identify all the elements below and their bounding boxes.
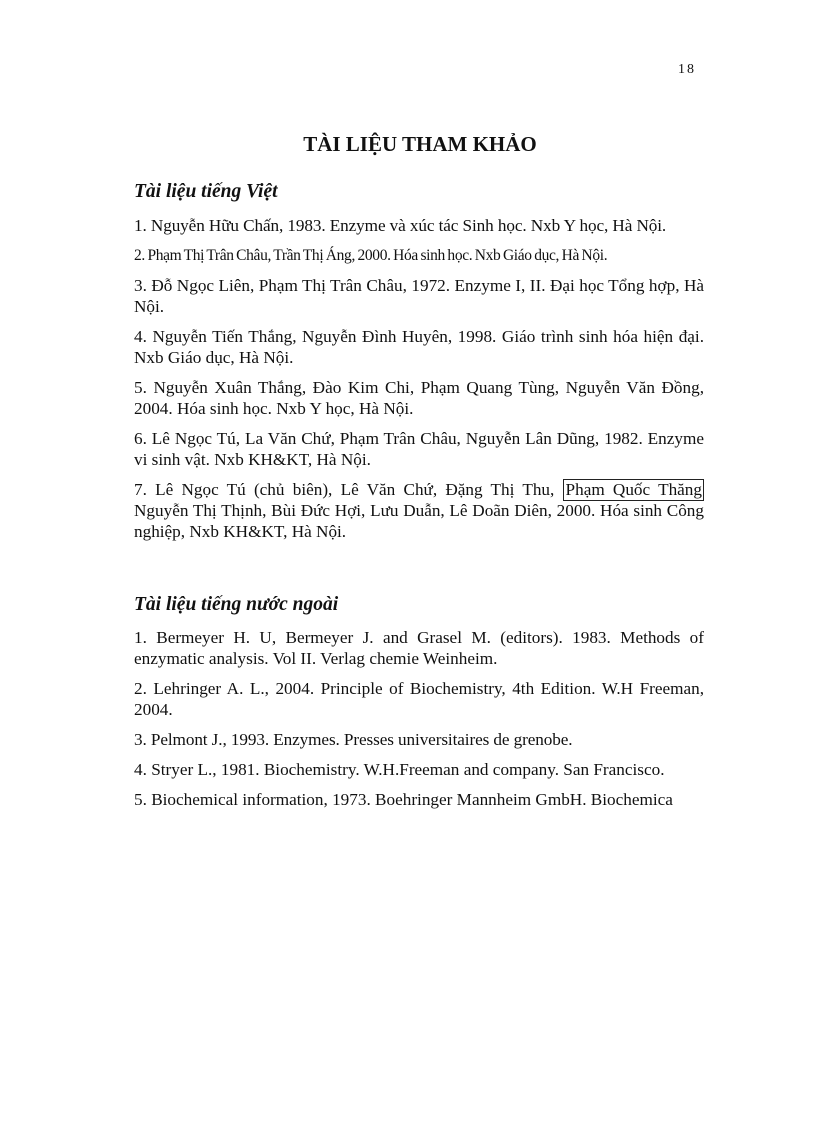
reference-list-foreign	[134, 627, 704, 819]
reference-item: 3. Pelmont J., 1993. Enzymes. Presses universitaires de grenobe.	[134, 730, 573, 749]
page-number: 18	[678, 62, 696, 77]
reference-list-vietnamese	[134, 215, 704, 551]
reference-text: Nguyễn Thị Thịnh, Bùi Đức Hợi, Lưu Duẫn, Lê Doãn Diên, 2000. Hóa sinh Công nghiệp, Nxb KH&KT, Hà Nội.	[134, 501, 704, 541]
reference-item: 1. Nguyễn Hữu Chấn, 1983. Enzyme và xúc tác Sinh học. Nxb Y học, Hà Nội.	[134, 216, 667, 235]
reference-item: 5. Biochemical information, 1973. Boehringer Mannheim GmbH. Biochemica	[134, 790, 673, 809]
page-title: TÀI LIỆU THAM KHẢO	[303, 132, 537, 156]
reference-text: 7. Lê Ngọc Tú (chủ biên), Lê Văn Chứ, Đặng Thị Thu,	[134, 480, 555, 499]
section-heading-vietnamese: Tài liệu tiếng Việt	[134, 181, 278, 202]
highlighted-author: Phạm Quốc Thăng	[563, 479, 704, 501]
reference-item: 2. Phạm Thị Trân Châu, Trần Thị Áng, 2000. Hóa sinh học. Nxb Giáo dục, Hà Nội.	[134, 247, 608, 264]
reference-item: 6. Lê Ngọc Tú, La Văn Chứ, Phạm Trân Châu, Nguyễn Lân Dũng, 1982. Enzyme vi sinh vật. Nxb KH&KT, Hà Nội.	[134, 429, 704, 469]
reference-item: 4. Nguyễn Tiến Thắng, Nguyễn Đình Huyên, 1998. Giáo trình sinh hóa hiện đại. Nxb Giáo dục, Hà Nội.	[134, 327, 704, 367]
reference-item	[134, 479, 704, 542]
reference-item: 1. Bermeyer H. U, Bermeyer J. and Grasel M. (editors). 1983. Methods of enzymatic analysis. Vol II. Verlag chemie Weinheim.	[134, 628, 704, 668]
reference-item: 3. Đỗ Ngọc Liên, Phạm Thị Trân Châu, 1972. Enzyme I, II. Đại học Tổng hợp, Hà Nội.	[134, 276, 704, 316]
reference-item: 5. Nguyễn Xuân Thắng, Đào Kim Chi, Phạm Quang Tùng, Nguyễn Văn Đồng, 2004. Hóa sinh học. Nxb Y học, Hà Nội.	[134, 378, 704, 418]
section-heading-foreign: Tài liệu tiếng nước ngoài	[134, 594, 339, 615]
reference-item: 4. Stryer L., 1981. Biochemistry. W.H.Freeman and company. San Francisco.	[134, 760, 665, 779]
reference-item: 2. Lehringer A. L., 2004. Principle of Biochemistry, 4th Edition. W.H Freeman, 2004.	[134, 679, 704, 719]
